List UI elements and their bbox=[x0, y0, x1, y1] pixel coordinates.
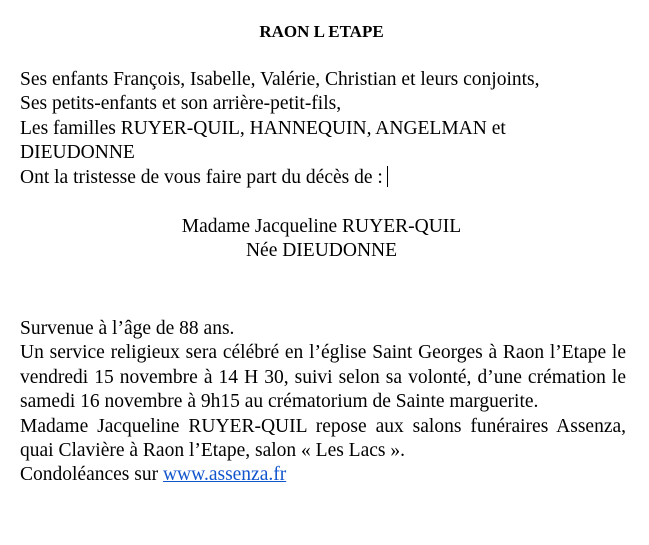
intro-line-families-cont: DIEUDONNE bbox=[20, 142, 135, 164]
website-link[interactable]: www.assenza.fr bbox=[162, 464, 287, 486]
condolences-line bbox=[20, 463, 626, 487]
announcement-text: Ont la tristesse de vous faire part du décès de : bbox=[20, 166, 383, 188]
deceased-name-block bbox=[0, 215, 643, 264]
intro-line-announcement bbox=[20, 166, 630, 190]
intro-line-families: Les familles RUYER-QUIL, HANNEQUIN, ANGELMAN et bbox=[20, 117, 506, 139]
details-paragraph bbox=[20, 317, 626, 488]
condolences-prefix: Condoléances sur bbox=[20, 464, 159, 486]
repose-details: Madame Jacqueline RUYER-QUIL repose aux salons funéraires Assenza, quai Clavière à Raon l’Etape, salon « Les Lacs ». bbox=[20, 415, 626, 462]
notice-title: RAON L ETAPE bbox=[259, 22, 384, 41]
intro-line-children: Ses enfants François, Isabelle, Valérie, Christian et leurs conjoints, bbox=[20, 69, 540, 90]
text-cursor bbox=[387, 166, 388, 187]
intro-paragraph bbox=[20, 68, 630, 190]
deceased-name: Madame Jacqueline RUYER-QUIL bbox=[181, 216, 462, 237]
service-details: Un service religieux sera célébré en l’église Saint Georges à Raon l’Etape le vendredi 15 novembre à 14 H 30, suivi selon sa volonté, d’une crémation le samedi 16 novembre à 9h15 au crématorium de Sainte marguerite. bbox=[20, 342, 626, 413]
intro-line-grandchildren: Ses petits-enfants et son arrière-petit-fils, bbox=[20, 93, 342, 115]
age-line: Survenue à l’âge de 88 ans. bbox=[20, 318, 235, 339]
deceased-maiden-name: Née DIEUDONNE bbox=[245, 240, 398, 262]
